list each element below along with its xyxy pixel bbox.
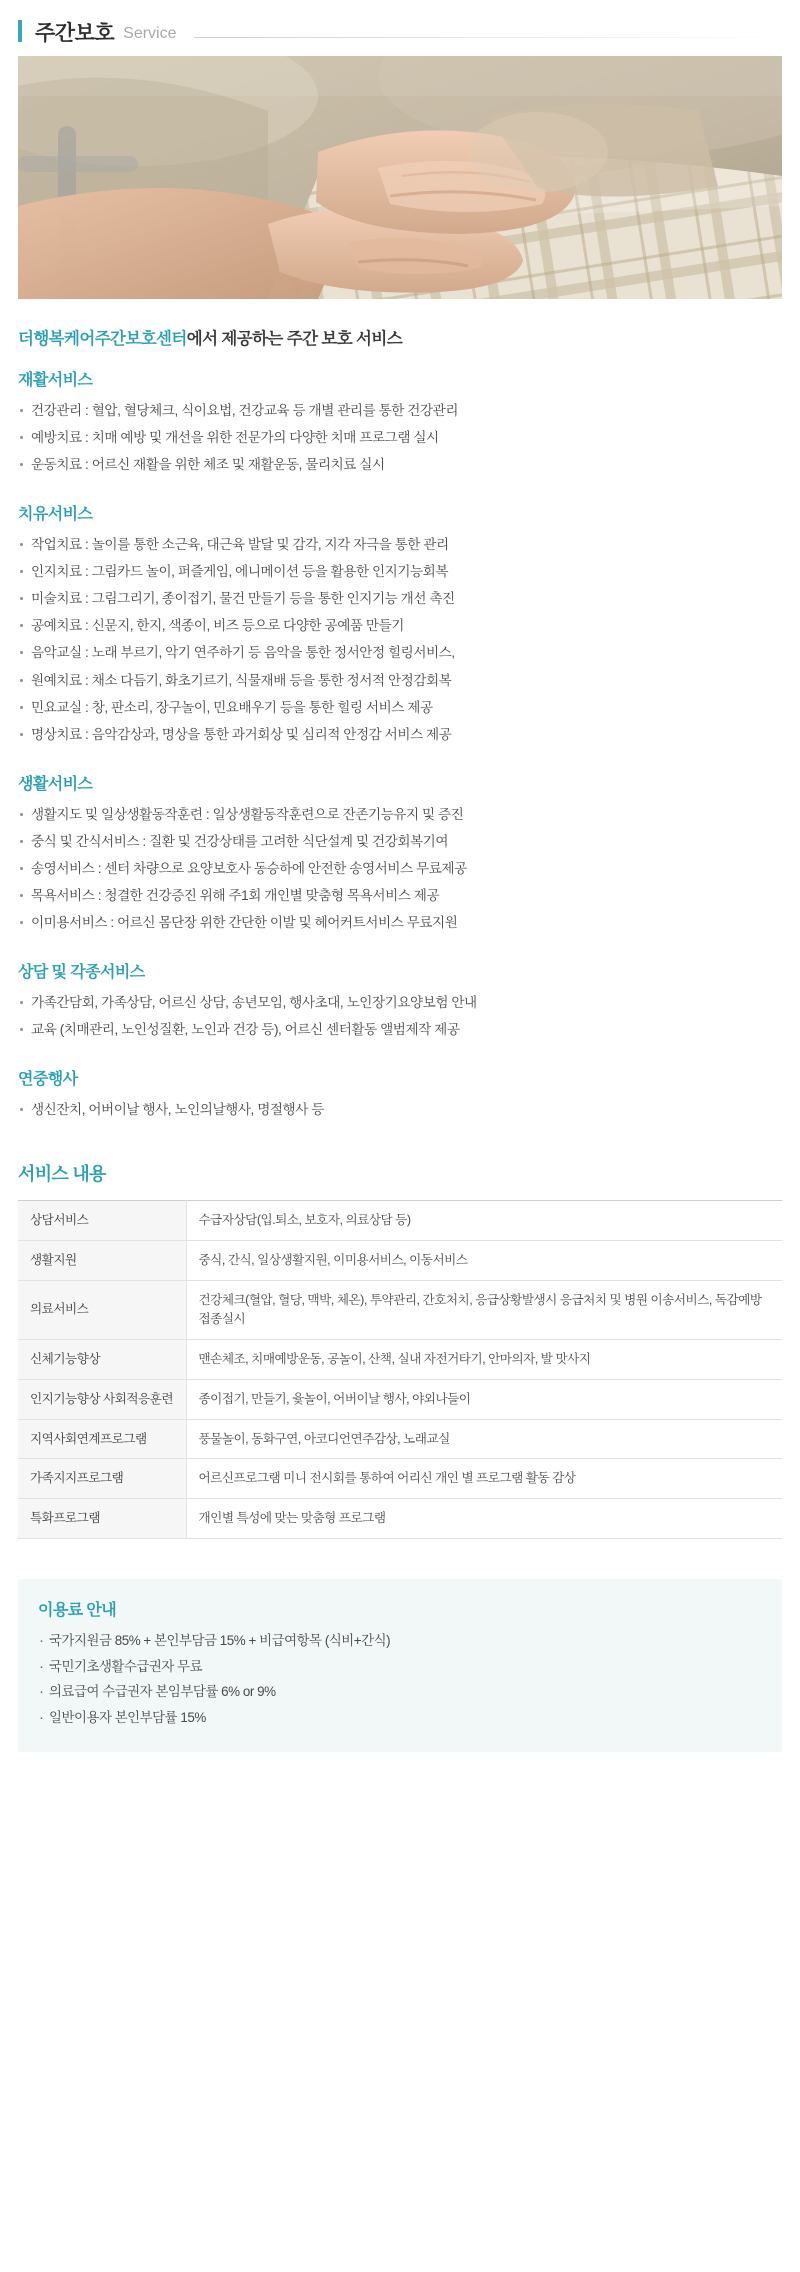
section-title: 치유서비스 (18, 506, 93, 524)
intro-heading (18, 325, 782, 349)
list-item: 목욕서비스 : 청결한 건강증진 위해 주1회 개인별 맞춤형 목욕서비스 제공 (18, 885, 782, 906)
table-cell-key: 특화프로그램 (18, 1499, 186, 1539)
table-cell-value: 종이접기, 만들기, 윷놀이, 어버이날 행사, 야외나들이 (186, 1379, 782, 1419)
list-item: · 국가지원금 85% + 본인부담금 15% + 비급여항목 (식비+간식) (38, 1630, 762, 1651)
table-cell-value: 건강체크(혈압, 혈당, 맥박, 체온), 투약관리, 간호처치, 응급상황발생시 응급처치 및 병원 이송서비스, 독감예방접종실시 (186, 1280, 782, 1339)
table-row (18, 1379, 782, 1419)
table-cell-value: 어르신프로그램 미니 전시회를 통하여 어리신 개인 별 프로그램 활동 감상 (186, 1459, 782, 1499)
page-header (0, 0, 800, 54)
list-item: 공예치료 : 신문지, 한지, 색종이, 비즈 등으로 다양한 공예품 만들기 (18, 615, 782, 636)
section-rehab (18, 367, 782, 475)
table-cell-value: 맨손체조, 치매예방운동, 공놀이, 산책, 실내 자전거타기, 안마의자, 발 맛사지 (186, 1339, 782, 1379)
list-item: 작업치료 : 놀이를 통한 소근육, 대근육 발달 및 감각, 지각 자극을 통한 관리 (18, 534, 782, 555)
list-item: 송영서비스 : 센터 차량으로 요양보호사 동승하에 안전한 송영서비스 무료제공 (18, 858, 782, 879)
table-cell-value: 풍물놀이, 동화구연, 아코디언연주감상, 노래교실 (186, 1419, 782, 1459)
page-title: 주간보호 (35, 22, 115, 45)
title-accent-bar (18, 20, 22, 42)
table-cell-key: 인지기능향상 사회적응훈련 (18, 1379, 186, 1419)
section-title: 상담 및 각종서비스 (18, 964, 145, 981)
list-item: 생활지도 및 일상생활동작훈련 : 일상생활동작훈련으로 잔존기능유지 및 증진 (18, 804, 782, 825)
list-item: 원예치료 : 채소 다듬기, 화초기르기, 식물재배 등을 통한 정서적 안정감회복 (18, 670, 782, 691)
page-title-subtitle: Service (123, 25, 177, 42)
table-cell-key: 의료서비스 (18, 1280, 186, 1339)
list-item: 생신잔치, 어버이날 행사, 노인의날행사, 명절행사 등 (18, 1099, 782, 1120)
table-cell-key: 생활지원 (18, 1241, 186, 1281)
list-item: 인지치료 : 그림카드 놀이, 퍼즐게임, 에니메이션 등을 활용한 인지기능회복 (18, 561, 782, 582)
table-cell-value: 수급자상담(입.퇴소, 보호자, 의료상담 등) (186, 1201, 782, 1241)
list-item: 가족간담회, 가족상담, 어르신 상담, 송년모임, 행사초대, 노인장기요양보험 안내 (18, 992, 782, 1013)
list-item: · 일반이용자 본인부담률 15% (38, 1707, 762, 1728)
section-list (18, 992, 782, 1040)
table-cell-key: 상담서비스 (18, 1201, 186, 1241)
section-list (18, 1099, 782, 1120)
section-title: 재활서비스 (18, 372, 93, 389)
list-item: 중식 및 간식서비스 : 질환 및 건강상태를 고려한 식단설계 및 건강회복기여 (18, 831, 782, 852)
hero-image (18, 56, 782, 299)
list-item: 운동치료 : 어르신 재활을 위한 체조 및 재활운동, 물리치료 실시 (18, 454, 782, 475)
list-item: 음악교실 : 노래 부르기, 악기 연주하기 등 음악을 통한 정서안정 힐링서비스, (18, 642, 782, 663)
list-item: 미술치료 : 그림그리기, 종이접기, 물건 만들기 등을 통한 인지기능 개선 촉진 (18, 588, 782, 609)
list-item: 명상치료 : 음악감상과, 명상을 통한 과거회상 및 심리적 안정감 서비스 제공 (18, 724, 782, 745)
table-cell-key: 지역사회연계프로그램 (18, 1419, 186, 1459)
service-table-title: 서비스 내용 (18, 1164, 106, 1185)
intro-rest: 에서 제공하는 주간 보호 서비스 (186, 330, 403, 348)
table-row (18, 1201, 782, 1241)
list-item: · 의료급여 수급권자 본임부담률 6% or 9% (38, 1681, 762, 1702)
section-counseling (18, 959, 782, 1040)
list-item: 교육 (치매관리, 노인성질환, 노인과 건강 등), 어르신 센터활동 앨범제작 제공 (18, 1019, 782, 1040)
section-healing (18, 501, 782, 745)
table-row (18, 1499, 782, 1539)
fee-info-box (18, 1579, 782, 1752)
list-item: · 국민기초생활수급권자 무료 (38, 1656, 762, 1677)
section-list (18, 534, 782, 745)
service-table (18, 1200, 782, 1539)
section-list (18, 804, 782, 933)
section-list (18, 400, 782, 475)
hero-photo-illustration (18, 56, 782, 299)
section-title: 생활서비스 (18, 775, 93, 793)
table-row (18, 1241, 782, 1281)
section-living (18, 771, 782, 933)
table-cell-value: 중식, 간식, 일상생활지원, 이미용서비스, 이동서비스 (186, 1241, 782, 1281)
fee-title: 이용료 안내 (38, 1602, 117, 1620)
table-cell-key: 가족지지프로그램 (18, 1459, 186, 1499)
section-title: 연중행사 (18, 1071, 78, 1089)
header-divider (194, 37, 782, 38)
table-row (18, 1419, 782, 1459)
list-item: 예방치료 : 치매 예방 및 개선을 위한 전문가의 다양한 치매 프로그램 실시 (18, 427, 782, 448)
list-item: 건강관리 : 혈압, 혈당체크, 식이요법, 건강교육 등 개별 관리를 통한 건강관리 (18, 400, 782, 421)
fee-list (38, 1630, 762, 1728)
table-cell-key: 신체기능향상 (18, 1339, 186, 1379)
list-item: 민요교실 : 창, 판소리, 장구놀이, 민요배우기 등을 통한 힐링 서비스 제공 (18, 697, 782, 718)
table-row (18, 1459, 782, 1499)
table-cell-value: 개인별 특성에 맞는 맞춤형 프로그램 (186, 1499, 782, 1539)
table-row (18, 1339, 782, 1379)
intro-center-name: 더행복케어주간보호센터 (18, 330, 187, 348)
list-item: 이미용서비스 : 어르신 몸단장 위한 간단한 이발 및 헤어커트서비스 무료지원 (18, 912, 782, 933)
table-row (18, 1280, 782, 1339)
section-annual-events (18, 1066, 782, 1120)
